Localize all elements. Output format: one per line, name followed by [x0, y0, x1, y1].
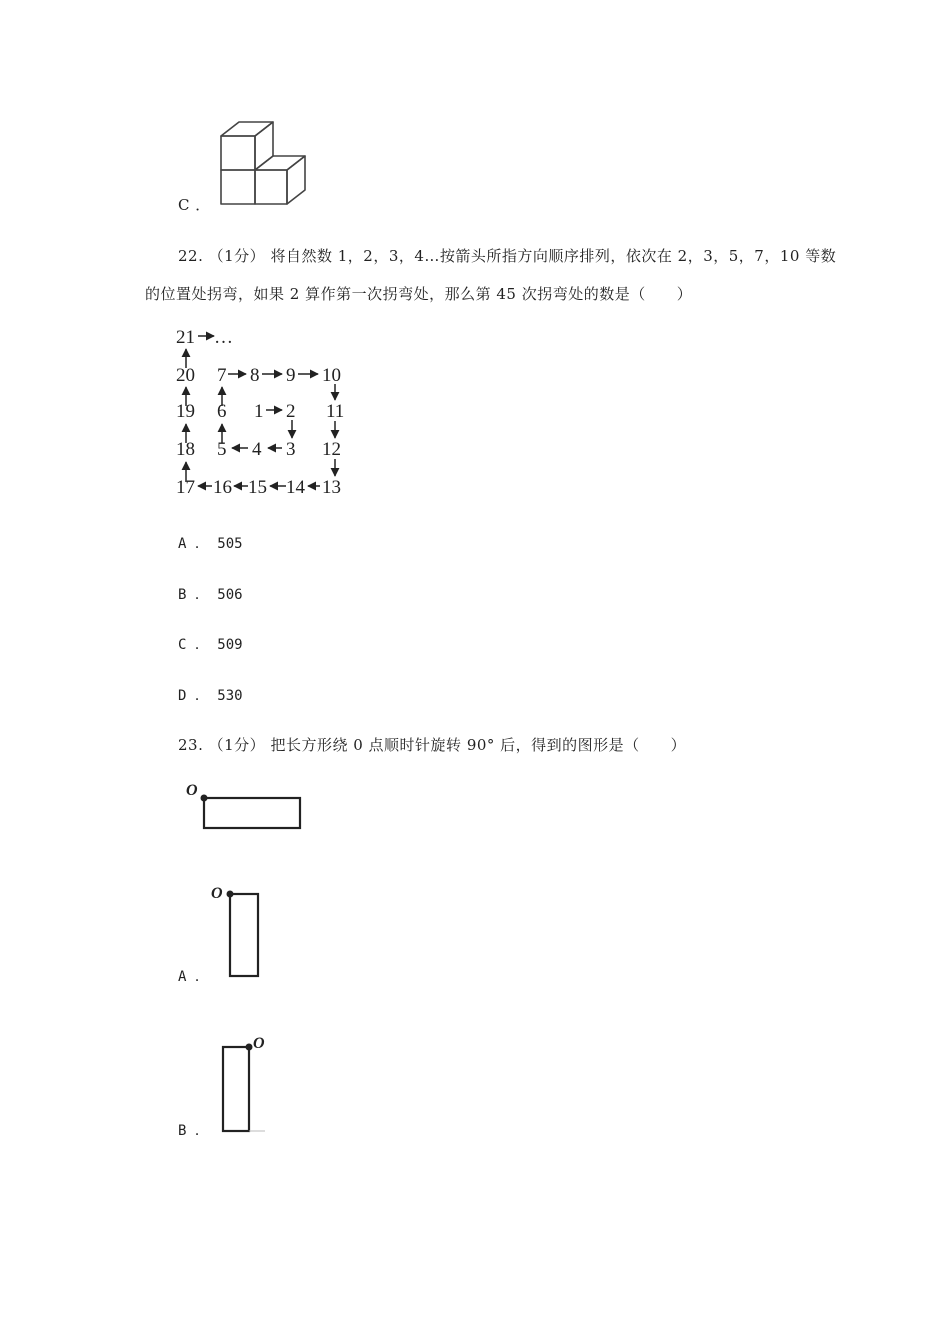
spiral-number: 6: [217, 401, 227, 422]
q23-number: 23.: [178, 736, 204, 754]
q23-stem-text: 把长方形绕 0 点顺时针旋转 90° 后，得到的图形是（ ）: [270, 736, 687, 754]
q22-option-d[interactable]: [178, 685, 243, 705]
spiral-number: 16: [213, 477, 232, 498]
q23-option-b-label[interactable]: B ．: [178, 1123, 209, 1139]
q22-stem-line2: 的位置处拐弯，如果 2 算作第一次拐弯处，那么第 45 次拐弯处的数是（ ）: [145, 285, 693, 303]
option-value: 506: [217, 587, 243, 603]
point-o-label: O: [253, 1035, 265, 1052]
q22-number: 22.: [178, 247, 204, 265]
option-label: B ．: [178, 587, 209, 603]
q22-score: （1分）: [208, 247, 266, 265]
option-value: 530: [217, 688, 243, 704]
spiral-number: 1: [254, 401, 264, 422]
option-label: A ．: [178, 536, 209, 552]
number-spiral-figure: [170, 324, 370, 499]
spiral-number: 18: [176, 439, 195, 460]
option-label: C ．: [178, 637, 209, 653]
spiral-number: 11: [326, 401, 345, 422]
spiral-number: 7: [217, 365, 227, 386]
spiral-number: 15: [248, 477, 267, 498]
option-b-rectangle-figure: [215, 1030, 285, 1135]
option-value: 509: [217, 637, 243, 653]
q23-score: （1分）: [208, 736, 266, 754]
spiral-number: 14: [286, 477, 305, 498]
point-o-label: O: [211, 885, 223, 902]
spiral-number: 17: [176, 477, 195, 498]
q22-stem-line1: [178, 245, 836, 266]
q23-option-a-label[interactable]: A ．: [178, 969, 209, 985]
spiral-number: 3: [286, 439, 296, 460]
original-rectangle-figure: [180, 778, 310, 838]
spiral-number: 12: [322, 439, 341, 460]
spiral-number: 20: [176, 365, 195, 386]
spiral-number: 4: [252, 439, 262, 460]
point-o-label: O: [186, 782, 198, 799]
q21-option-c-label[interactable]: C ．: [178, 196, 211, 214]
spiral-number: 2: [286, 401, 296, 422]
option-value: 505: [217, 536, 243, 552]
spiral-number: 21: [176, 327, 195, 348]
spiral-ellipsis: …: [214, 327, 233, 348]
cubes-figure: [215, 118, 315, 208]
spiral-number: 10: [322, 365, 341, 386]
q22-stem-text-1: 将自然数 1，2，3，4…按箭头所指方向顺序排列，依次在 2，3，5，7，10 等数: [270, 247, 837, 265]
option-label: D ．: [178, 688, 209, 704]
option-a-rectangle-figure: [205, 880, 275, 980]
q22-option-b[interactable]: [178, 584, 243, 604]
spiral-number: 5: [217, 439, 227, 460]
q23-stem: [178, 734, 686, 755]
spiral-number: 8: [250, 365, 260, 386]
q22-option-c[interactable]: [178, 634, 243, 654]
spiral-number: 19: [176, 401, 195, 422]
spiral-number: 9: [286, 365, 296, 386]
spiral-number: 13: [322, 477, 341, 498]
q22-option-a[interactable]: [178, 533, 243, 553]
